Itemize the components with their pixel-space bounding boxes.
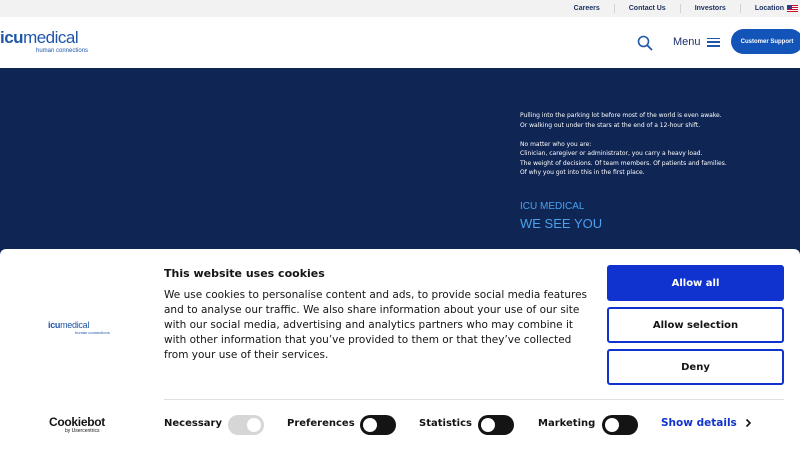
- marketing-label: Marketing: [538, 418, 596, 429]
- logo-tagline: human connections: [36, 48, 89, 54]
- logo-wordmark: icumedical: [0, 28, 79, 47]
- careers-link[interactable]: Careers: [560, 4, 615, 13]
- cookie-divider: [164, 399, 784, 400]
- menu-label: Menu: [673, 36, 701, 48]
- statistics-toggle[interactable]: [478, 415, 514, 435]
- us-flag-icon: [787, 5, 798, 12]
- cookie-logo-wordmark: icumedical: [48, 320, 90, 330]
- site-header: [0, 17, 800, 68]
- chevron-right-icon: [745, 418, 752, 428]
- hero-line: The weight of decisions. Of team members. Of patients and families.: [520, 159, 727, 167]
- cookiebot-by: by Usercentrics: [65, 428, 100, 434]
- show-details-label: Show details: [661, 417, 737, 429]
- search-button[interactable]: [637, 35, 653, 51]
- hero-line: Of why you got into this in the first place.: [520, 169, 645, 176]
- location-selector[interactable]: [741, 4, 800, 13]
- deny-button[interactable]: Deny: [607, 349, 784, 385]
- hero-line: Clinician, caregiver or administrator, you carry a heavy load.: [520, 150, 703, 157]
- hero-copy: [520, 111, 780, 178]
- hero-brand: ICU MEDICAL: [520, 201, 585, 212]
- contact-us-link[interactable]: Contact Us: [615, 4, 681, 13]
- cookie-consent-banner: [0, 249, 800, 450]
- preferences-toggle[interactable]: [360, 415, 396, 435]
- preferences-label: Preferences: [287, 418, 355, 429]
- hero-tagline: WE SEE YOU: [520, 216, 603, 231]
- cookiebot-logo[interactable]: [49, 415, 105, 434]
- utility-bar: [0, 0, 800, 17]
- location-label: Location: [754, 5, 784, 12]
- cookie-title: This website uses cookies: [164, 267, 325, 280]
- necessary-label: Necessary: [164, 418, 222, 429]
- cookie-description: We use cookies to personalise content and ads, to provide social media features and to analyse our traffic. We also share information about your use of our site with our social media, advertising and analytics partners who may combine it with other information that you’ve provided to them or that they’ve collected from your use of their services.: [164, 289, 587, 361]
- show-details-link[interactable]: [661, 417, 752, 429]
- search-icon: [637, 35, 653, 51]
- hero-line: No matter who you are:: [520, 140, 592, 148]
- cookiebot-name: Cookiebot: [49, 415, 105, 429]
- allow-selection-button[interactable]: Allow selection: [607, 307, 784, 343]
- utility-links: [560, 0, 800, 17]
- hero-line: Pulling into the parking lot before most of the world is even awake.: [520, 112, 722, 119]
- statistics-label: Statistics: [419, 418, 472, 429]
- site-logo[interactable]: [0, 29, 88, 54]
- menu-button[interactable]: [673, 36, 720, 48]
- investors-link[interactable]: Investors: [681, 4, 741, 13]
- necessary-toggle: [228, 415, 264, 435]
- customer-support-button[interactable]: Customer Support: [731, 29, 800, 54]
- hamburger-icon: [707, 38, 720, 47]
- marketing-toggle[interactable]: [602, 415, 638, 435]
- allow-all-button[interactable]: Allow all: [607, 265, 784, 301]
- hero-line: Or walking out under the stars at the end of a 12-hour shift.: [520, 121, 701, 129]
- cookie-banner-logo: [48, 320, 110, 335]
- cookie-logo-tagline: human connections: [75, 330, 110, 335]
